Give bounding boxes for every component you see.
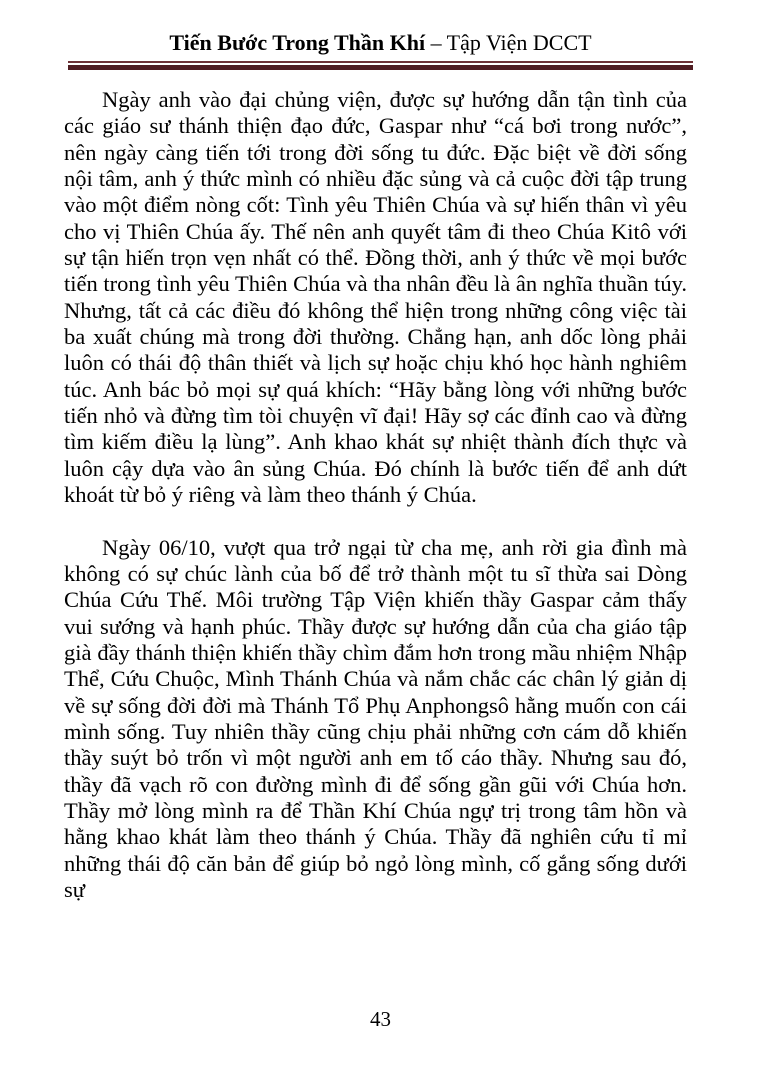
- header-subtitle: – Tập Viện DCCT: [425, 30, 592, 55]
- header-rule: [68, 61, 693, 70]
- page-footer: [0, 1007, 761, 1032]
- page-body: [64, 87, 687, 903]
- header-rule-thick-line: [68, 65, 693, 70]
- paragraph: Ngày anh vào đại chủng viện, được sự hướng dẫn tận tình của các giáo sư thánh thiện đạo đức, Gaspar như “cá bơi trong nước”, nên ngày càng tiến tới trong đời sống tu đức. Đặc biệt về đời sống nội tâm, anh ý thức mình có nhiều đặc sủng và cả cuộc đời tập trung vào một điểm nòng cốt: Tình yêu Thiên Chúa và sự hiến thân vì yêu cho vị Thiên Chúa ấy. Thế nên anh quyết tâm đi theo Chúa Kitô với sự tận hiến trọn vẹn nhất có thể. Đồng thời, anh ý thức về mọi bước tiến trong tình yêu Thiên Chúa và tha nhân đều là ân nghĩa thuần túy. Nhưng, tất cả các điều đó không thể hiện trong những công việc tài ba xuất chúng mà trong đời thường. Chẳng hạn, anh dốc lòng phải luôn có thái độ thân thiết và lịch sự hoặc chịu khó học hành nghiêm túc. Anh bác bỏ mọi sự quá khích: “Hãy bằng lòng với những bước tiến nhỏ và đừng tìm tòi chuyện vĩ đại! Hãy sợ các đỉnh cao và đừng tìm kiếm điều lạ lùng”. Anh khao khát sự nhiệt thành đích thực và luôn cậy dựa vào ân sủng Chúa. Đó chính là bước tiến để anh dứt khoát từ bỏ ý riêng và làm theo thánh ý Chúa.: [64, 87, 687, 508]
- paragraph: Ngày 06/10, vượt qua trở ngại từ cha mẹ, anh rời gia đình mà không có sự chúc lành của bố để trở thành một tu sĩ thừa sai Dòng Chúa Cứu Thế. Môi trường Tập Viện khiến thầy Gaspar cảm thấy vui sướng và hạnh phúc. Thầy được sự hướng dẫn của cha giáo tập già đầy thánh thiện khiến thầy chìm đắm hơn trong mầu nhiệm Nhập Thể, Cứu Chuộc, Mình Thánh Chúa và nắm chắc các chân lý giản dị về sự sống đời đời mà Thánh Tổ Phụ Anphongsô hằng muốn con cái mình sống. Tuy nhiên thầy cũng chịu phải những cơn cám dỗ khiến thầy suýt bỏ trốn vì một người anh em tố cáo thầy. Nhưng sau đó, thầy đã vạch rõ con đường mình đi để sống gần gũi với Chúa hơn. Thầy mở lòng mình ra để Thần Khí Chúa ngự trị trong tâm hồn và hằng khao khát làm theo thánh ý Chúa. Thầy đã nghiên cứu tỉ mỉ những thái độ căn bản để giúp bỏ ngỏ lòng mình, cố gắng sống dưới sự: [64, 534, 687, 902]
- running-header: [0, 0, 761, 56]
- book-title: Tiến Bước Trong Thần Khí: [169, 30, 426, 55]
- header-rule-thin-line: [68, 61, 693, 63]
- page-number: 43: [370, 1007, 391, 1031]
